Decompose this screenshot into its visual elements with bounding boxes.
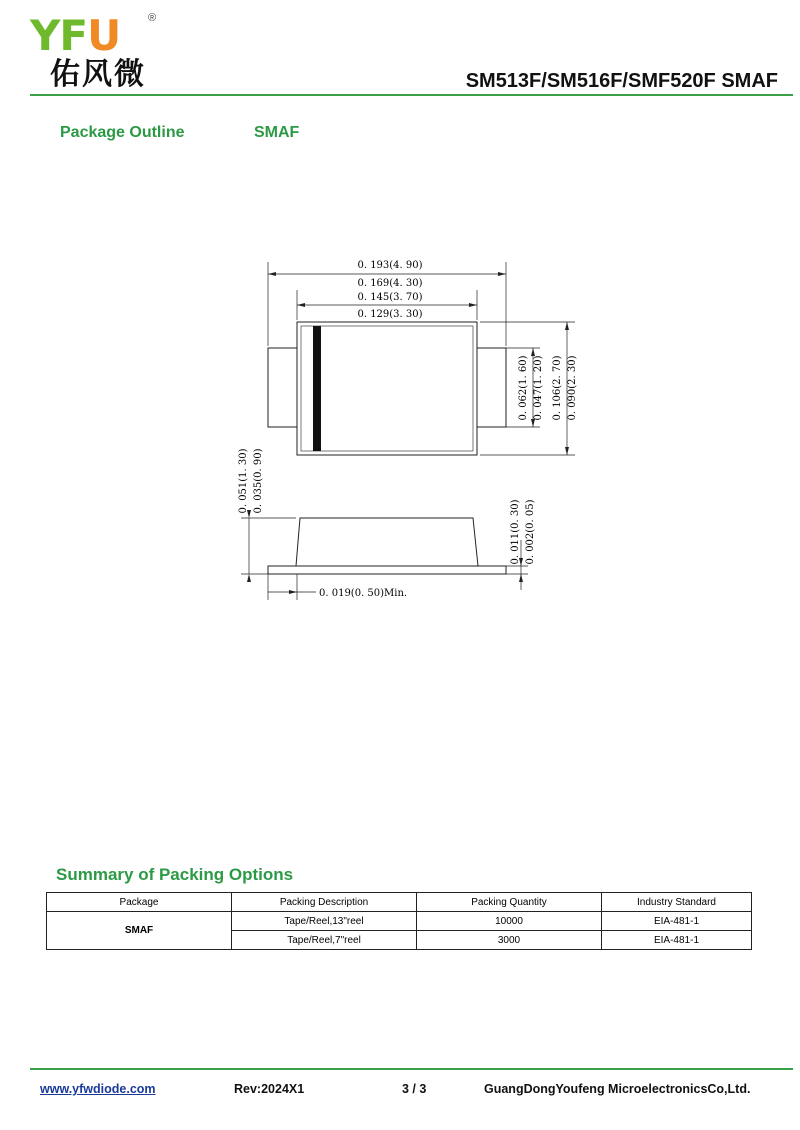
dim-lead-width-min: 0. 047(1. 20) <box>533 355 544 421</box>
logo-chinese-name: 佑风微 <box>50 57 146 92</box>
dim-height-max: 0. 051(1. 30) <box>238 448 249 514</box>
website-link[interactable]: www.yfwdiode.com <box>40 1082 156 1096</box>
registered-mark: ® <box>148 12 157 24</box>
standard-cell: EIA-481-1 <box>602 912 752 931</box>
table-header-row <box>47 893 752 912</box>
dim-body-length-min: 0. 129(3. 30) <box>357 309 423 320</box>
package-name-label: SMAF <box>254 124 300 141</box>
column-header-standard: Industry Standard <box>602 893 752 912</box>
column-header-description: Packing Description <box>232 893 417 912</box>
left-lead <box>268 348 297 427</box>
dim-lead-thickness-min: 0. 002(0. 05) <box>525 499 536 565</box>
quantity-cell: 3000 <box>417 931 602 950</box>
dim-body-width-min: 0. 090(2. 30) <box>567 355 578 421</box>
logo-text-u: U <box>87 11 121 60</box>
dim-overall-length-max: 0. 193(4. 90) <box>357 260 423 271</box>
right-lead <box>477 348 506 427</box>
column-header-quantity: Packing Quantity <box>417 893 602 912</box>
dim-body-width-max: 0. 106(2. 70) <box>552 355 563 421</box>
table-row <box>47 912 752 931</box>
logo-text-yf: YF <box>30 11 88 60</box>
packing-options-heading: Summary of Packing Options <box>56 865 294 884</box>
body-inner-outline <box>301 326 473 451</box>
page-number: 3 / 3 <box>402 1082 427 1096</box>
dim-lead-length: 0. 019(0. 50)Min. <box>319 588 408 599</box>
body-outline <box>297 322 477 455</box>
dim-height-min: 0. 035(0. 90) <box>253 448 264 514</box>
dim-lead-thickness-max: 0. 011(0. 30) <box>510 499 521 565</box>
description-cell: Tape/Reel,13"reel <box>232 912 417 931</box>
document-title: SM513F/SM516F/SMF520F SMAF <box>465 70 778 92</box>
company-name: GuangDongYoufeng MicroelectronicsCo,Ltd. <box>484 1082 751 1096</box>
revision-label: Rev:2024X1 <box>234 1082 305 1096</box>
packing-options-table <box>46 892 752 950</box>
dim-lead-width-max: 0. 062(1. 60) <box>518 355 529 421</box>
package-outline-heading: Package Outline <box>60 124 185 141</box>
standard-cell: EIA-481-1 <box>602 931 752 950</box>
quantity-cell: 10000 <box>417 912 602 931</box>
dim-overall-length-min: 0. 169(4. 30) <box>357 278 423 289</box>
column-header-package: Package <box>47 893 232 912</box>
description-cell: Tape/Reel,7"reel <box>232 931 417 950</box>
dim-body-length-max: 0. 145(3. 70) <box>357 292 423 303</box>
footer-divider <box>30 1068 793 1070</box>
package-cell: SMAF <box>47 912 232 950</box>
cathode-band <box>313 326 321 451</box>
